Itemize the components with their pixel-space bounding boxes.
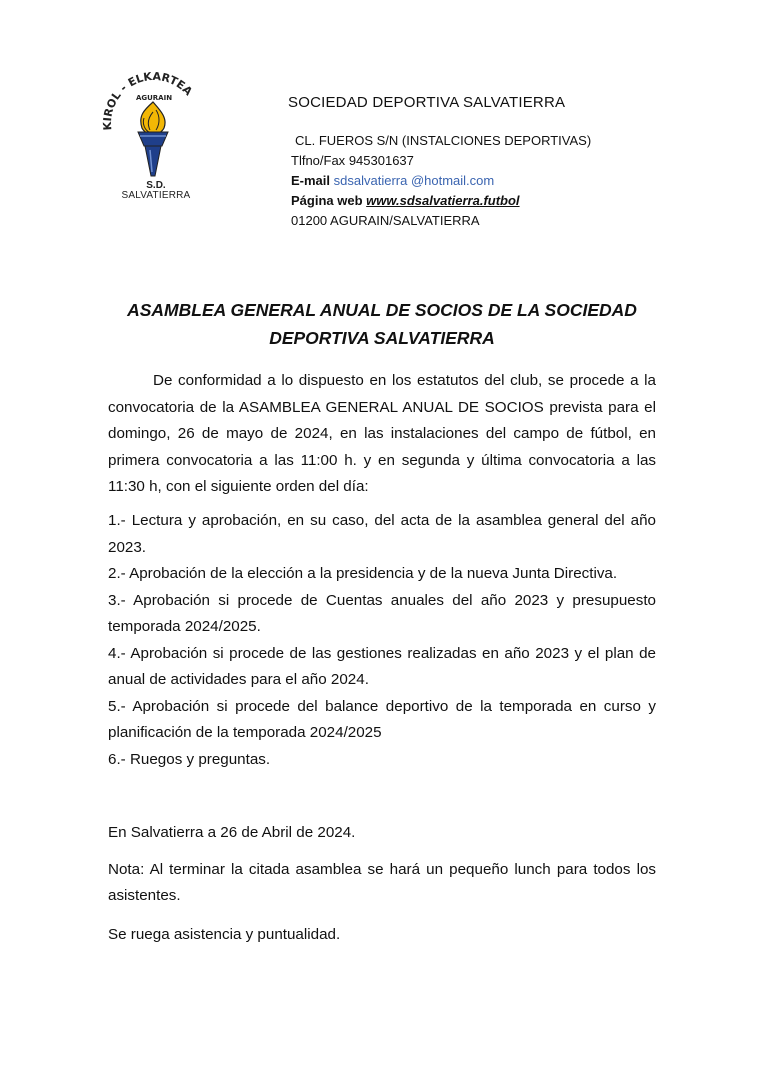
email-line — [291, 171, 591, 191]
agenda-item: 2.- Aprobación de la elección a la presidencia y de la nueva Junta Directiva. — [108, 565, 618, 582]
logo-sub-text: AGURAIN — [135, 94, 173, 102]
email-label: E-mail — [291, 173, 331, 188]
logo-arc-text: KIROL - ELKARTEA — [100, 72, 195, 131]
agenda-item: 4.- Aprobación si procede de las gestiones realizadas en año 2023 y el plan de anual de actividades para el año 2024. — [108, 644, 656, 688]
torch-emblem-icon — [98, 72, 208, 182]
web-label: Página web — [291, 193, 363, 208]
closing-date: En Salvatierra a 26 de Abril de 2024. — [108, 824, 356, 841]
final-request: Se ruega asistencia y puntualidad. — [108, 926, 341, 943]
agenda-item: 6.- Ruegos y preguntas. — [108, 750, 271, 768]
document-title — [108, 296, 656, 352]
title-line-2: DEPORTIVA SALVATIERRA — [269, 328, 495, 348]
address-line: CL. FUEROS S/N (INSTALCIONES DEPORTIVAS) — [295, 133, 592, 148]
email-link[interactable]: sdsalvatierra @hotmail.com — [333, 173, 495, 188]
contact-block — [291, 131, 591, 231]
club-logo — [98, 72, 208, 204]
agenda-list — [108, 508, 656, 773]
postal-line: 01200 AGURAIN/SALVATIERRA — [291, 213, 480, 228]
title-line-1: ASAMBLEA GENERAL ANUAL DE SOCIOS DE LA SOCIEDAD — [127, 300, 637, 320]
phone-number: 945301637 — [348, 153, 414, 168]
phone-label: Tlfno/Fax — [291, 153, 346, 168]
intro-section — [108, 368, 656, 501]
agenda-item: 5.- Aprobación si procede del balance deportivo de la temporada en curso y planificación de la temporada 2024/2025 — [108, 697, 656, 741]
club-name-heading: SOCIEDAD DEPORTIVA SALVATIERRA — [288, 94, 566, 111]
logo-sd-text: S.D. — [146, 180, 166, 191]
logo-name-text: SALVATIERRA — [121, 190, 191, 201]
web-link[interactable]: www.sdsalvatierra.futbol — [366, 193, 520, 208]
agenda-item: 1.- Lectura y aprobación, en su caso, del acta de la asamblea general del año 2023. — [108, 512, 656, 556]
web-line — [291, 191, 591, 211]
intro-paragraph: De conformidad a lo dispuesto en los estatutos del club, se procede a la convocatoria de la ASAMBLEA GENERAL ANUAL DE SOCIOS prevista para el domingo, 26 de mayo de 2024, en las instalaciones del campo de fútbol, en primera convocatoria a las 11:00 h. y en segunda y última convocatoria a las 11:30 h, con el siguiente orden del día: — [108, 372, 656, 495]
agenda-item: 3.- Aprobación si procede de Cuentas anuales del año 2023 y presupuesto temporada 2024/2025. — [108, 591, 656, 635]
lunch-note: Nota: Al terminar la citada asamblea se hará un pequeño lunch para todos los asistentes. — [108, 861, 656, 904]
phone-line — [291, 151, 591, 171]
